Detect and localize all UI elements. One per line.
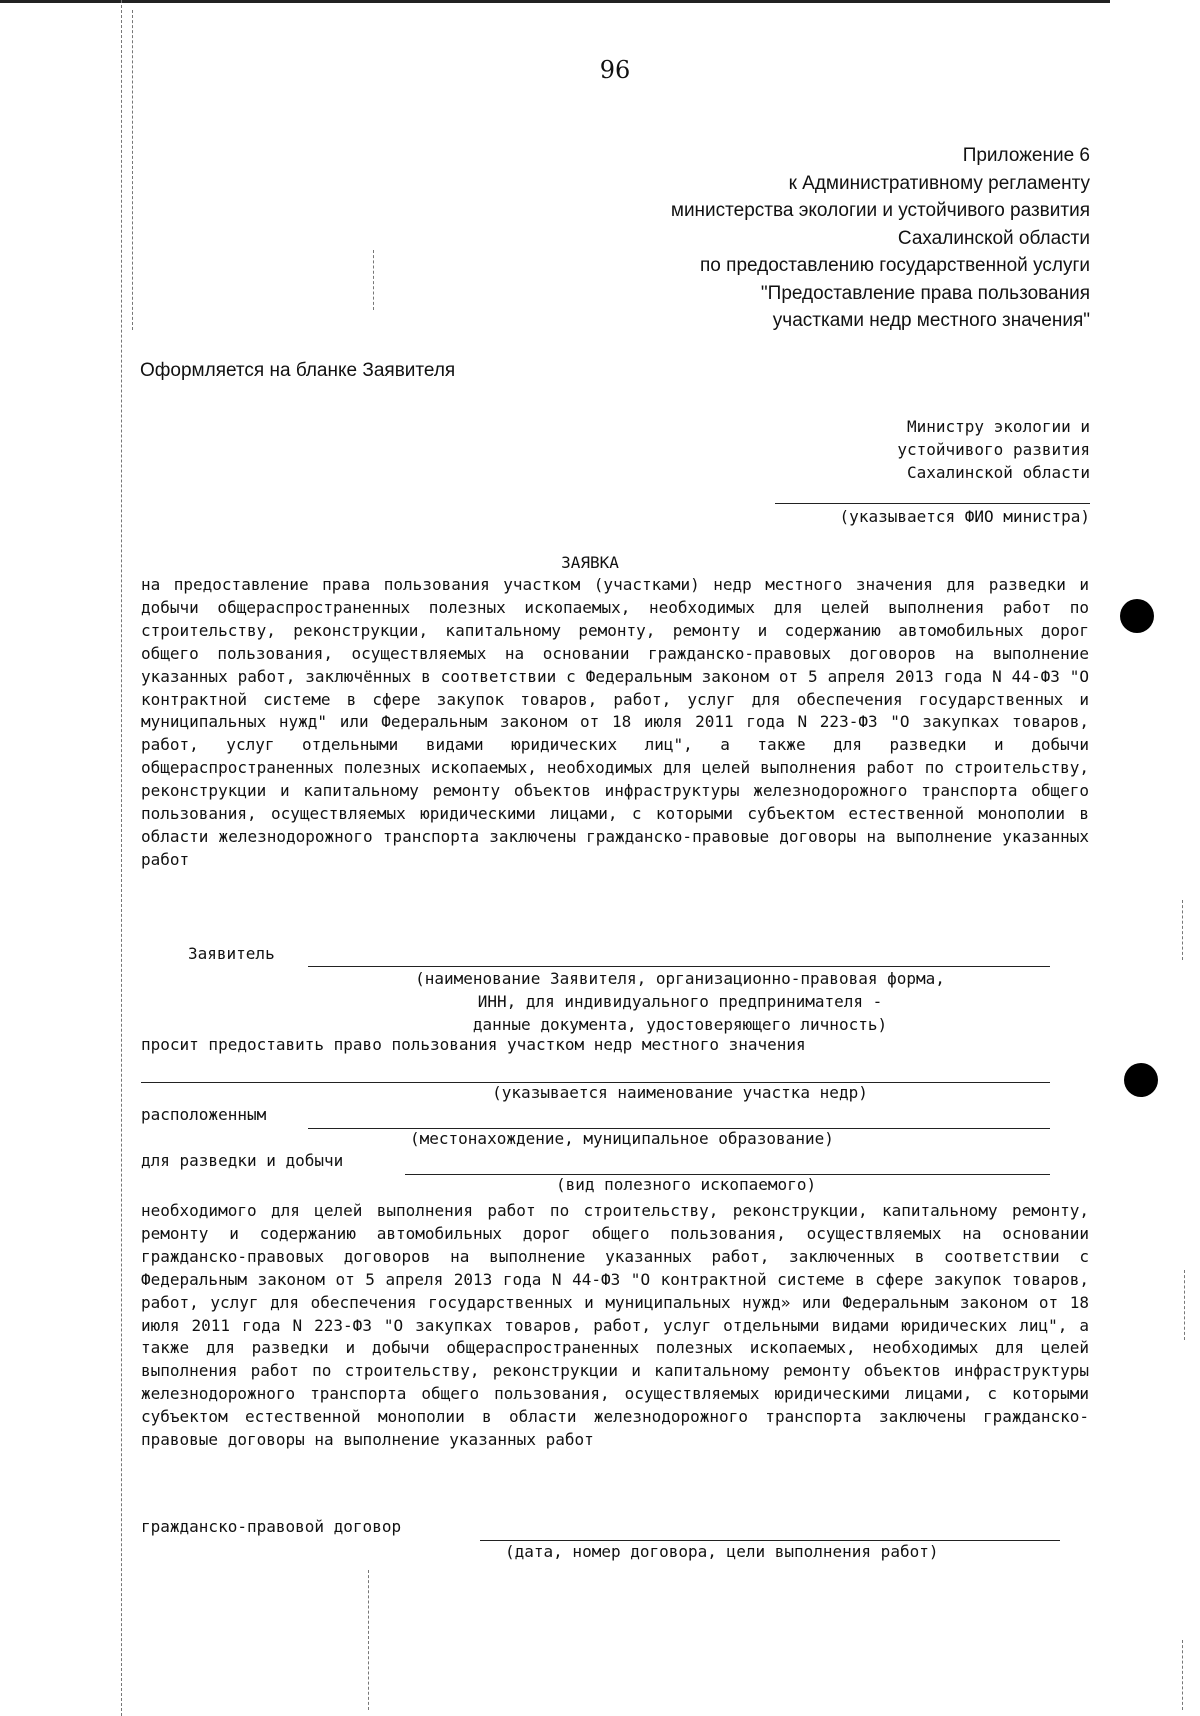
- contract-field[interactable]: [480, 1540, 1060, 1541]
- addressee-line: Сахалинской области: [906, 463, 1090, 482]
- appendix-line: по предоставлению государственной услуги: [700, 255, 1090, 276]
- appendix-line: участками недр местного значения": [772, 310, 1090, 331]
- located-label: расположенным: [141, 1105, 267, 1124]
- addressee-line: Министру экологии и: [906, 417, 1090, 436]
- page-number: 96: [599, 56, 631, 84]
- addressee-block: [897, 415, 1090, 484]
- scan-mark: [368, 1570, 369, 1710]
- applicant-hint-line: данные документа, удостоверяющего личность): [472, 1015, 888, 1034]
- mineral-type-hint: (вид полезного ископаемого): [556, 1175, 817, 1194]
- scan-fold-line: [121, 0, 122, 1716]
- applicant-label: Заявитель: [188, 944, 275, 963]
- punch-hole: [1124, 1063, 1158, 1097]
- minister-name-hint: (указывается ФИО министра): [839, 507, 1090, 526]
- minister-name-field[interactable]: [775, 503, 1090, 504]
- punch-hole: [1120, 599, 1154, 633]
- request-text: просит предоставить право пользования участком недр местного значения: [141, 1035, 806, 1054]
- scan-mark: [1182, 1640, 1183, 1710]
- appendix-line: министерства экологии и устойчивого развития: [670, 200, 1090, 221]
- purpose-paragraph: необходимого для целей выполнения работ по строительству, реконструкции, капитальному ремонту, ремонту и содержанию автомобильных дорог общего пользования, осуществляемых на основании гражданско-правовых договоров на выполнение указанных работ, заключенных в соответствии с Федеральным законом от 5 апреля 2013 года N 44-ФЗ "О контрактной системе в сфере закупок товаров, работ, услуг для обеспечения государственных и муниципальных нужд» или Федеральным законом от 18 июля 2011 года N 223-ФЗ "О закупках товаров, работ, услуг отдельными видами юридических лиц", а также для разведки и добычи общераспространенных полезных ископаемых, необходимых для целей выполнения работ по строительству, реконструкции и капитальному ремонту объектов инфраструктуры железнодорожного транспорта общего пользования, осуществляемых юридическими лицами, с которыми субъектом естественной монополии в области железнодорожного транспорта заключены гражданско-правовые договоры на выполнение указанных работ: [141, 1201, 1089, 1450]
- mining-label: для разведки и добычи: [141, 1151, 344, 1170]
- application-subject: на предоставление права пользования участком (участками) недр местного значения для разведки и добычи общераспространенных полезных ископаемых, необходимых для целей выполнения работ по строительству, реконструкции, капитальному ремонту, ремонту и содержанию автомобильных дорог общего пользования, осуществляемых на основании гражданско-правовых договоров на выполнение указанных работ, заключённых в соответствии с Федеральным законом от 5 апреля 2013 года N 44-ФЗ "О контрактной системе в сфере закупок товаров, работ, услуг для обеспечения государственных и муниципальных нужд" или Федеральным законом от 18 июля 2011 года N 223-ФЗ "О закупках товаров, работ, услуг отдельными видами юридических лиц", а также для разведки и добычи общераспространенных полезных ископаемых, необходимых для целей выполнения работ по строительству, реконструкции и капитальному ремонту объектов инфраструктуры железнодорожного транспорта общего пользования, осуществляемых юридическими лицами, с которыми субъектом естественной монополии в области железнодорожного транспорта заключены гражданско-правовые договоры на выполнение указанных работ: [141, 575, 1089, 869]
- contract-hint: (дата, номер договора, цели выполнения работ): [505, 1542, 939, 1561]
- subsoil-plot-hint: (указывается наименование участка недр): [492, 1083, 868, 1102]
- applicant-hint-line: ИНН, для индивидуального предпринимателя -: [477, 992, 883, 1011]
- scan-mark: [373, 250, 374, 310]
- letterhead-note: Оформляется на бланке Заявителя: [140, 360, 456, 381]
- appendix-header: [671, 142, 1090, 335]
- appendix-line: "Предоставление права пользования: [760, 282, 1090, 304]
- scan-mark: [1182, 900, 1183, 960]
- scan-edge-line: [0, 0, 1110, 3]
- document-title: ЗАЯВКА: [561, 553, 619, 572]
- addressee-line: устойчивого развития: [897, 440, 1090, 459]
- scan-mark: [1184, 1270, 1185, 1340]
- contract-label: гражданско-правовой договор: [141, 1517, 402, 1536]
- applicant-hint-line: (наименование Заявителя, организационно-правовая форма,: [415, 969, 945, 988]
- location-hint: (местонахождение, муниципальное образование): [410, 1129, 834, 1148]
- appendix-line: Сахалинской области: [897, 227, 1090, 249]
- appendix-line: к Административному регламенту: [788, 172, 1090, 194]
- appendix-line: Приложение 6: [962, 145, 1090, 166]
- applicant-hint: [300, 967, 1060, 1036]
